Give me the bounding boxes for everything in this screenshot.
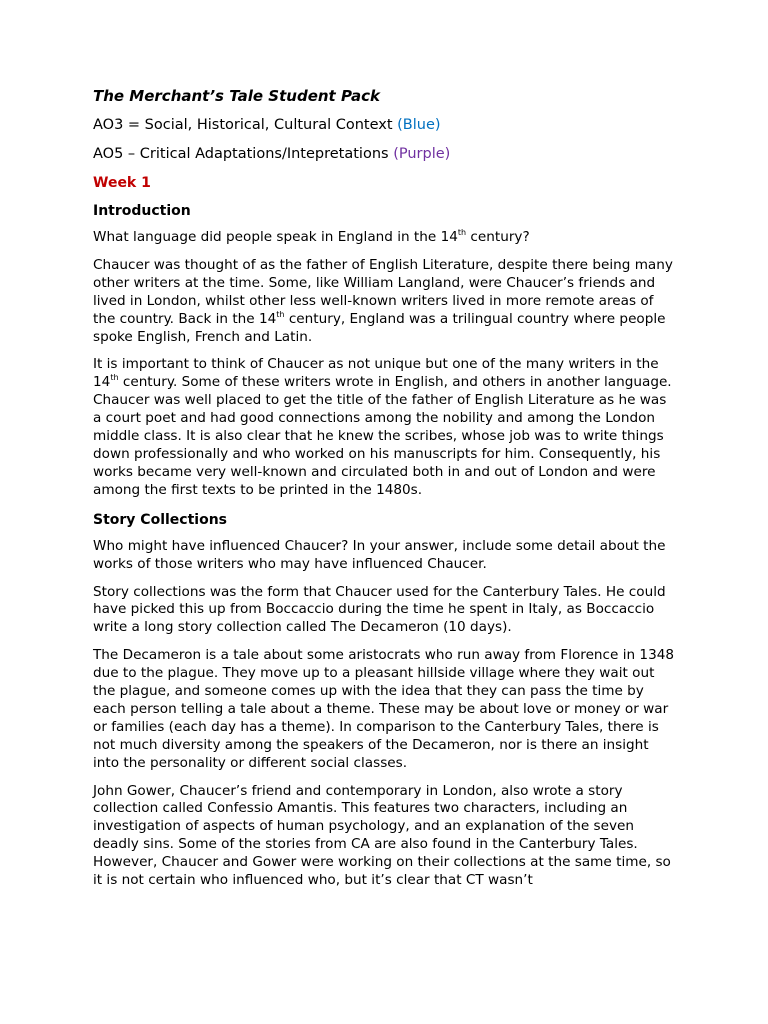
superscript: th bbox=[276, 309, 285, 319]
ao5-label: AO5 – Critical Adaptations/Intepretations bbox=[93, 146, 394, 162]
ao3-color-label: (Blue) bbox=[397, 117, 441, 133]
intro-paragraph-2-text-end: century. Some of these writers wrote in English, and others in another language. Chaucer was well placed to get the title of the father of English Literature as he was a court poet and had good connections among the nobility and among the London middle class. It is also clear that he knew the scribes, whose job was to write things down professionally and who worked on his manuscripts for him. Consequently, his works became very well-known and circulated both in and out of London and were among the first texts to be printed in the 1480s. bbox=[93, 374, 672, 498]
intro-question bbox=[93, 229, 678, 247]
story-collections-heading: Story Collections bbox=[93, 511, 227, 528]
document-page bbox=[93, 86, 678, 900]
story-paragraph-4: John Gower, Chaucer’s friend and contemporary in London, also wrote a story collection called Confessio Amantis. This features two characters, including an investigation of aspects of human psychology, and an explanation of the seven deadly sins. Some of the stories from CA are also found in the Canterbury Tales. However, Chaucer and Gower were working on their collections at the same time, so it is not certain who influenced who, but it’s clear that CT wasn’t bbox=[93, 782, 671, 889]
intro-question-text: What language did people speak in England in the 14 bbox=[93, 229, 458, 245]
intro-paragraph-1-text-end: century, England was a trilingual country where people spoke English, French and Latin. bbox=[93, 310, 666, 345]
intro-paragraph-1 bbox=[93, 257, 678, 347]
story-paragraph-2: Story collections was the form that Chaucer used for the Canterbury Tales. He could have picked this up from Boccaccio during the time he spent in Italy, as Boccaccio write a long story collection called The Decameron (10 days). bbox=[93, 583, 666, 636]
story-paragraph-1: Who might have influenced Chaucer? In your answer, include some detail about the works of those writers who may have influenced Chaucer. bbox=[93, 537, 666, 572]
superscript: th bbox=[457, 228, 467, 237]
superscript: th bbox=[110, 373, 119, 383]
ao5-line bbox=[93, 144, 678, 164]
intro-paragraph-2-text: It is important to think of Chaucer as not unique but one of the many writers in the 14 bbox=[93, 356, 659, 391]
introduction-heading: Introduction bbox=[93, 203, 191, 219]
intro-paragraph-2 bbox=[93, 356, 678, 499]
intro-question-text-end: century? bbox=[466, 229, 530, 245]
story-paragraph-3: The Decameron is a tale about some aristocrats who run away from Florence in 1348 due to the plague. They move up to a pleasant hillside village where they wait out the plague, and someone comes up with the idea that they can pass the time by each person telling a tale about a theme. These may be about love or money or war or families (each day has a theme). In comparison to the Canterbury Tales, there is not much diversity among the speakers of the Decameron, nor is there an insight into the personality or different social classes. bbox=[93, 647, 675, 771]
intro-paragraph-1-text: Chaucer was thought of as the father of English Literature, despite there being many other writers at the time. Some, like William Langland, were Chaucer’s friends and lived in London, whilst other less well-known writers lived in more remote areas of the country. Back in the 14 bbox=[93, 256, 673, 327]
ao5-color-label: (Purple) bbox=[393, 146, 451, 162]
week-heading: Week 1 bbox=[93, 175, 151, 191]
ao3-label: AO3 = Social, Historical, Cultural Context bbox=[93, 117, 398, 133]
document-title: The Merchant’s Tale Student Pack bbox=[93, 87, 380, 105]
ao3-line bbox=[93, 115, 678, 135]
